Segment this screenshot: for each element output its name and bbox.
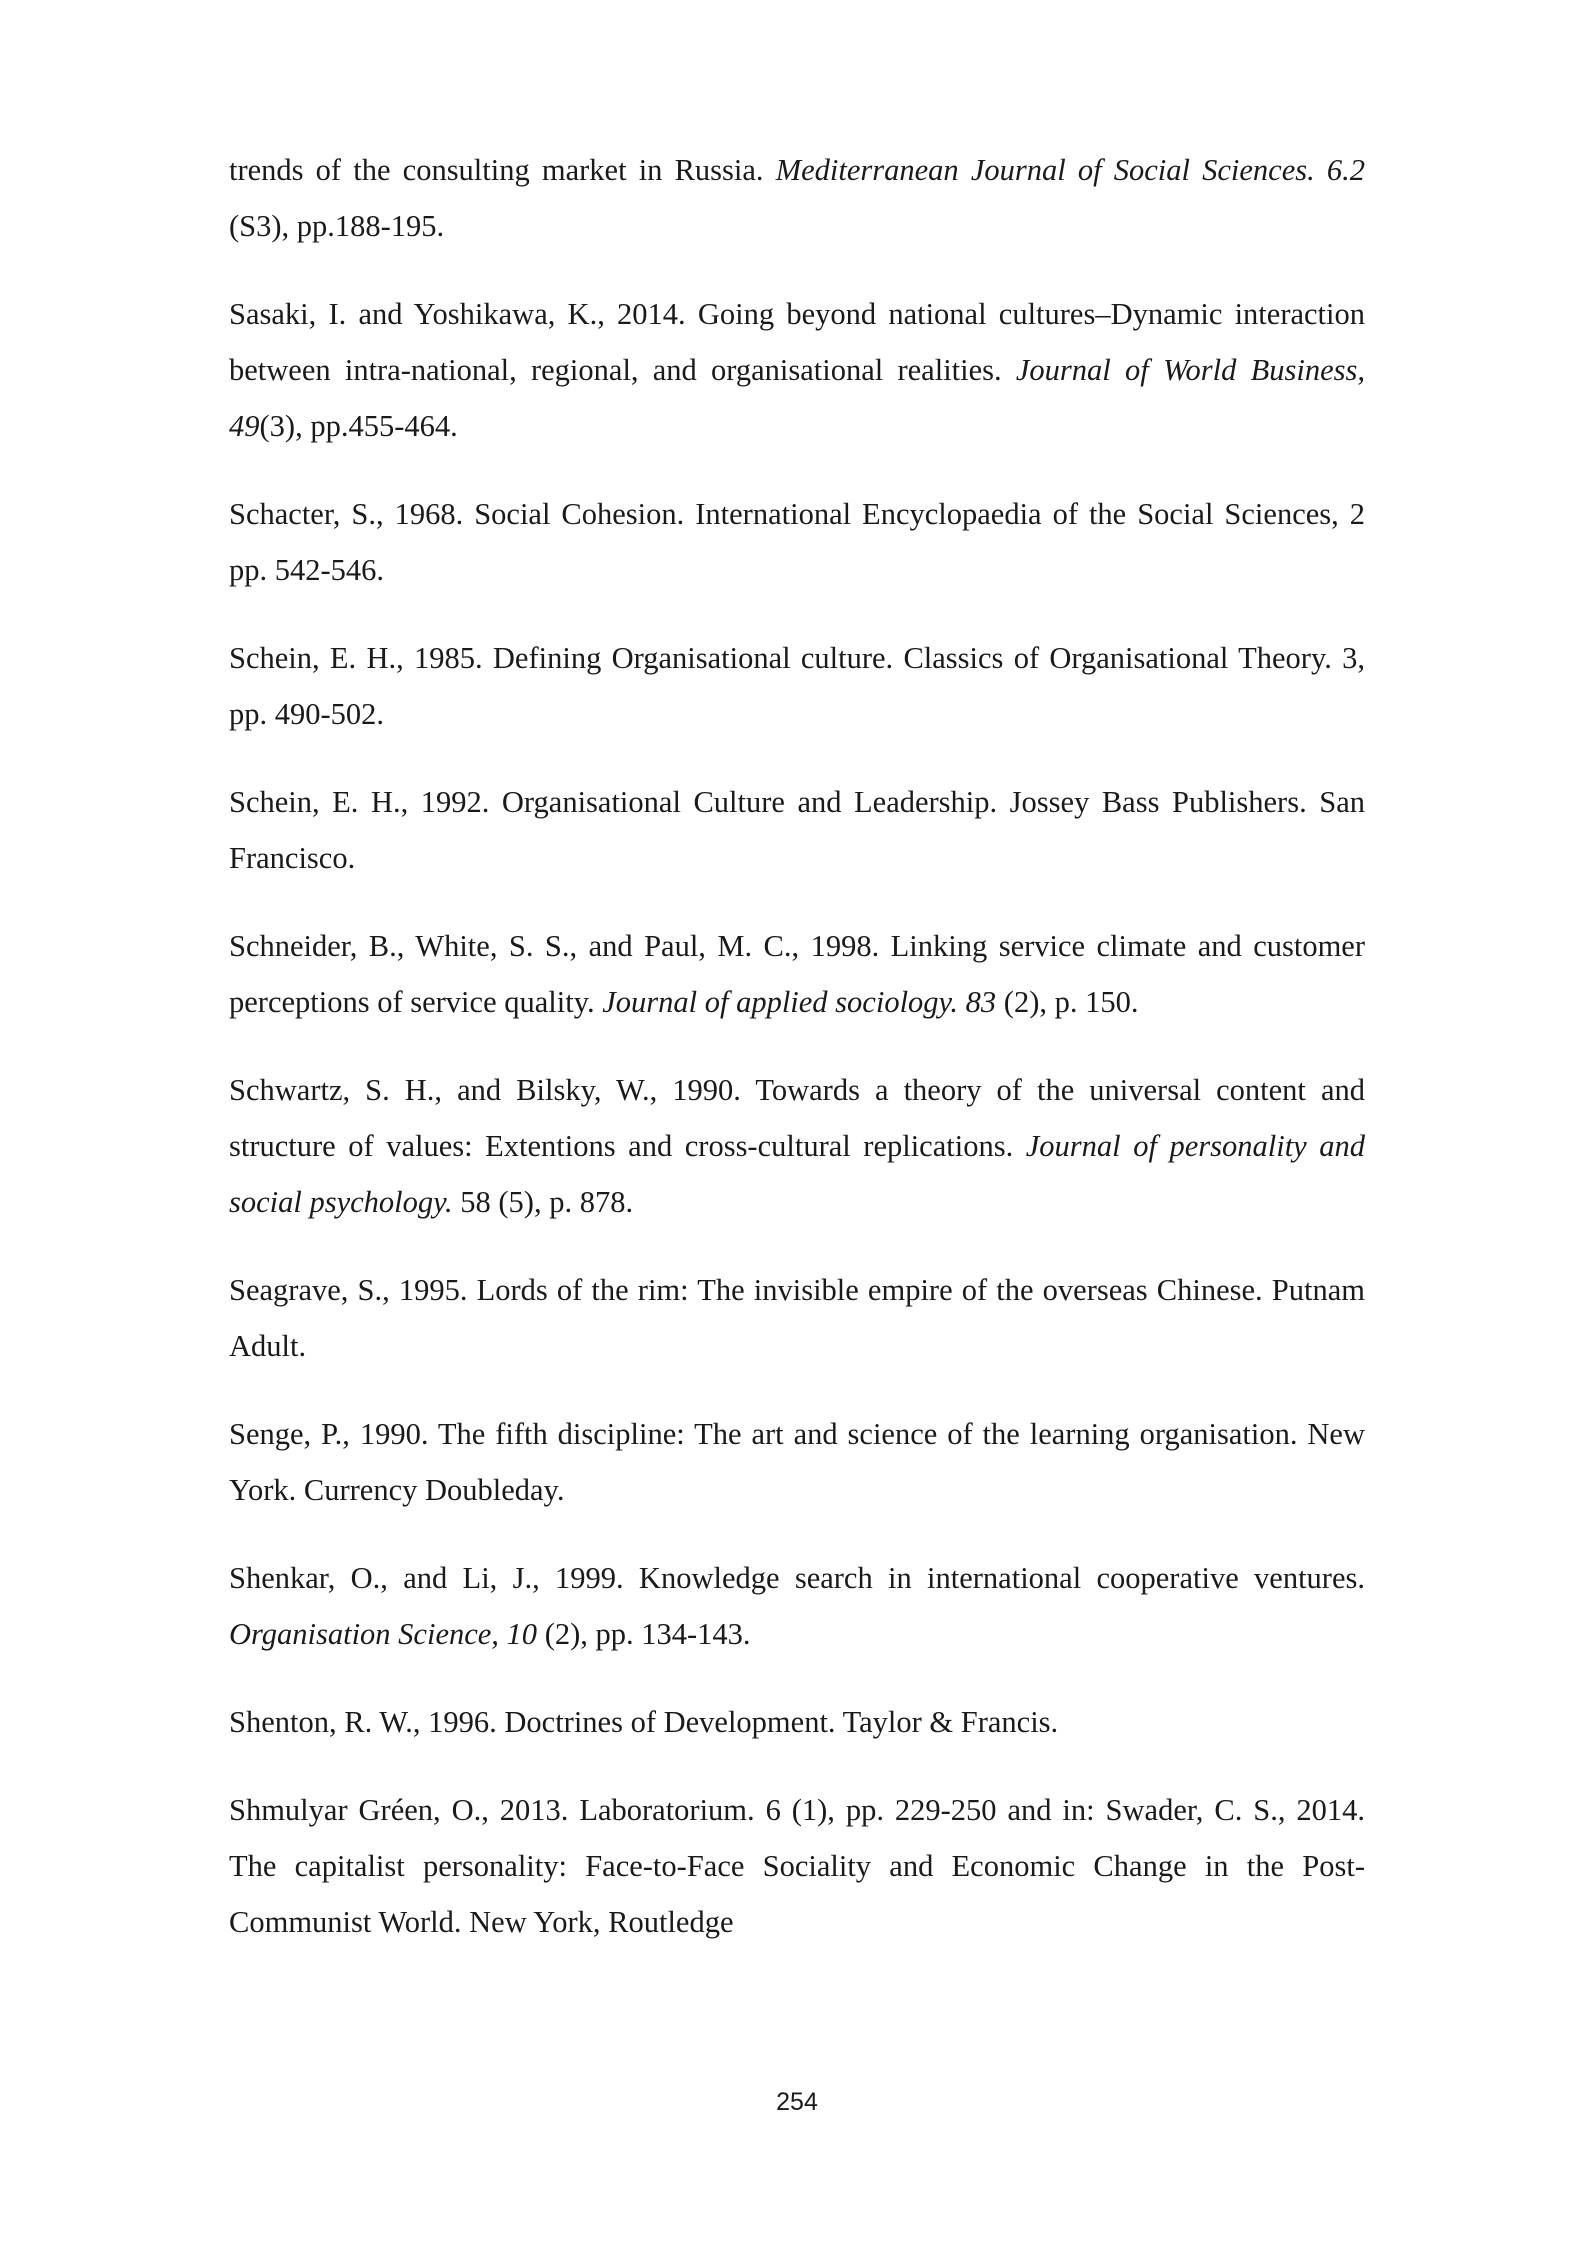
reference-text: (2), pp. 134-143. xyxy=(537,1617,751,1651)
reference-text: Seagrave, S., 1995. Lords of the rim: The invisible empire of the overseas Chinese. Putnam Adult. xyxy=(229,1273,1365,1363)
reference-text: Schneider, B., White, S. S., and Paul, M. C., 1998. Linking service climate and customer perceptions of service quality. xyxy=(229,929,1365,1019)
reference-entry xyxy=(229,1406,1365,1518)
reference-text: Sasaki, I. and Yoshikawa, K., 2014. Going beyond national cultures–Dynamic interaction between intra-national, regional, and organisational realities. xyxy=(229,297,1365,387)
reference-text: Schein, E. H., 1992. Organisational Culture and Leadership. Jossey Bass Publishers. San Francisco. xyxy=(229,785,1365,875)
reference-text: 58 (5), p. 878. xyxy=(452,1185,634,1219)
reference-entry xyxy=(229,142,1365,254)
reference-list xyxy=(229,142,1365,1982)
reference-entry xyxy=(229,1262,1365,1374)
reference-text: Senge, P., 1990. The fifth discipline: The art and science of the learning organisation. New York. Currency Doubleday. xyxy=(229,1417,1365,1507)
reference-entry xyxy=(229,774,1365,886)
reference-entry xyxy=(229,486,1365,598)
reference-journal: Journal of applied sociology. 83 xyxy=(602,985,997,1019)
reference-entry xyxy=(229,918,1365,1030)
reference-entry xyxy=(229,1550,1365,1662)
reference-text: trends of the consulting market in Russia. xyxy=(229,153,776,187)
reference-journal: Journal of World Business, 49 xyxy=(229,353,1366,443)
reference-journal: Journal of personality and social psychology. xyxy=(229,1129,1366,1219)
reference-text: (S3), pp.188-195. xyxy=(229,209,445,243)
reference-entry xyxy=(229,1694,1365,1750)
reference-entry xyxy=(229,1062,1365,1230)
reference-entry xyxy=(229,286,1365,454)
reference-text: Shenton, R. W., 1996. Doctrines of Development. Taylor & Francis. xyxy=(229,1705,1059,1739)
reference-text: Schein, E. H., 1985. Defining Organisational culture. Classics of Organisational Theory. 3, pp. 490-502. xyxy=(229,641,1365,731)
reference-text: Schacter, S., 1968. Social Cohesion. International Encyclopaedia of the Social Sciences, 2 pp. 542-546. xyxy=(229,497,1365,587)
reference-text: Schwartz, S. H., and Bilsky, W., 1990. Towards a theory of the universal content and structure of values: Extentions and cross-cultural replications. xyxy=(229,1073,1365,1163)
reference-text: Shenkar, O., and Li, J., 1999. Knowledge search in international cooperative ventures. xyxy=(229,1561,1365,1595)
reference-journal: Mediterranean Journal of Social Sciences. 6.2 xyxy=(775,153,1366,187)
reference-entry xyxy=(229,630,1365,742)
reference-text: (2), p. 150. xyxy=(996,985,1139,1019)
page-number: 254 xyxy=(776,2088,818,2116)
reference-journal: Organisation Science, 10 xyxy=(229,1617,538,1651)
reference-text: Shmulyar Gréen, O., 2013. Laboratorium. 6 (1), pp. 229-250 and in: Swader, C. S., 2014. The capitalist personality: Face-to-Face Sociality and Economic Change in the Post-Communist World. New York, Routledge xyxy=(229,1793,1365,1939)
reference-entry xyxy=(229,1782,1365,1950)
reference-text: (3), pp.455-464. xyxy=(259,409,458,443)
